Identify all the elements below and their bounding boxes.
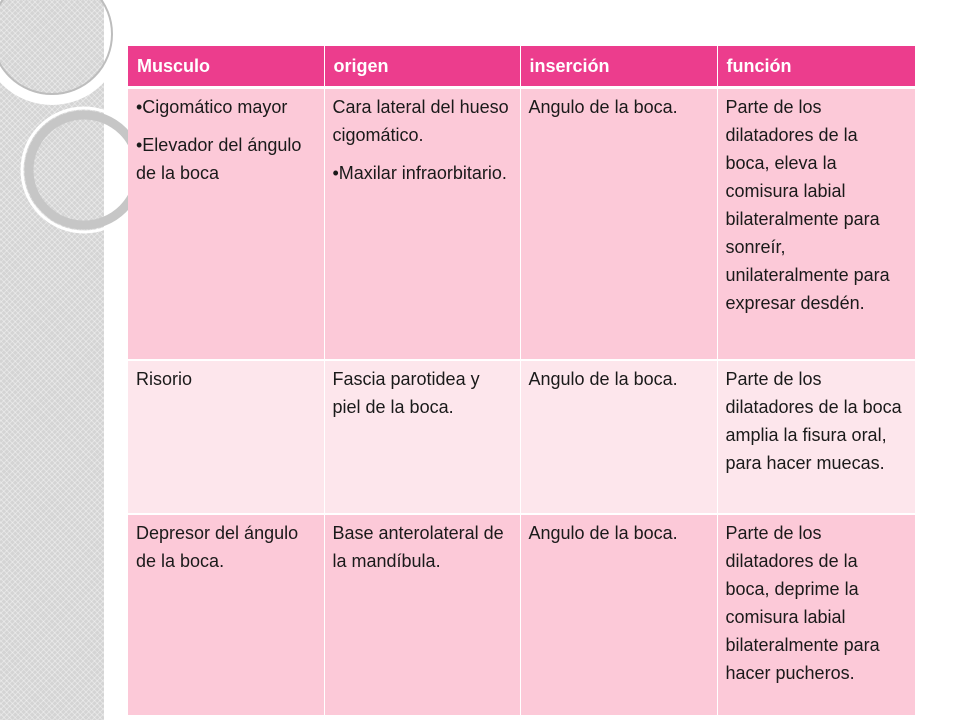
header-musculo: Musculo xyxy=(128,46,324,88)
table-row xyxy=(128,88,915,361)
cell-text: •Elevador del ángulo de la boca xyxy=(136,135,302,183)
header-origen: origen xyxy=(324,46,520,88)
deco-ring-outer xyxy=(0,0,118,100)
cell-origen xyxy=(324,514,520,716)
cell-funcion xyxy=(717,514,915,716)
muscle-table xyxy=(128,46,916,717)
cell-insercion xyxy=(520,360,717,514)
deco-ring-lower xyxy=(29,115,139,225)
cell-origen xyxy=(324,88,520,361)
table-row xyxy=(128,514,915,716)
cell-text: Depresor del ángulo de la boca. xyxy=(136,523,299,571)
cell-text: Parte de los dilatadores de la boca, deprime la comisura labial bilateralmente para hacer pucheros. xyxy=(725,523,880,683)
cell-insercion xyxy=(520,88,717,361)
cell-text: Fascia parotidea y piel de la boca. xyxy=(332,369,480,417)
cell-musculo xyxy=(128,88,324,361)
cell-insercion xyxy=(520,514,717,716)
cell-text: •Cigomático mayor xyxy=(136,97,288,117)
cell-text: Angulo de la boca. xyxy=(528,97,678,117)
cell-funcion xyxy=(717,360,915,514)
cell-musculo xyxy=(128,360,324,514)
header-funcion: función xyxy=(717,46,915,88)
cell-text: •Maxilar infraorbitario. xyxy=(332,163,507,183)
cell-text: Risorio xyxy=(136,369,193,389)
cell-text: Cara lateral del hueso cigomático. xyxy=(332,97,509,145)
table-row xyxy=(128,360,915,514)
cell-text: Angulo de la boca. xyxy=(528,523,678,543)
cell-text: Base anterolateral de la mandíbula. xyxy=(332,523,504,571)
cell-text: Angulo de la boca. xyxy=(528,369,678,389)
cell-musculo xyxy=(128,514,324,716)
cell-origen xyxy=(324,360,520,514)
table-header-row xyxy=(128,46,915,88)
header-insercion: inserción xyxy=(520,46,717,88)
cell-text: Parte de los dilatadores de la boca amplia la fisura oral, para hacer muecas. xyxy=(725,369,902,473)
cell-text: Parte de los dilatadores de la boca, eleva la comisura labial bilateralmente para sonreír, unilateralmente para expresar desdén. xyxy=(725,97,890,313)
cell-funcion xyxy=(717,88,915,361)
